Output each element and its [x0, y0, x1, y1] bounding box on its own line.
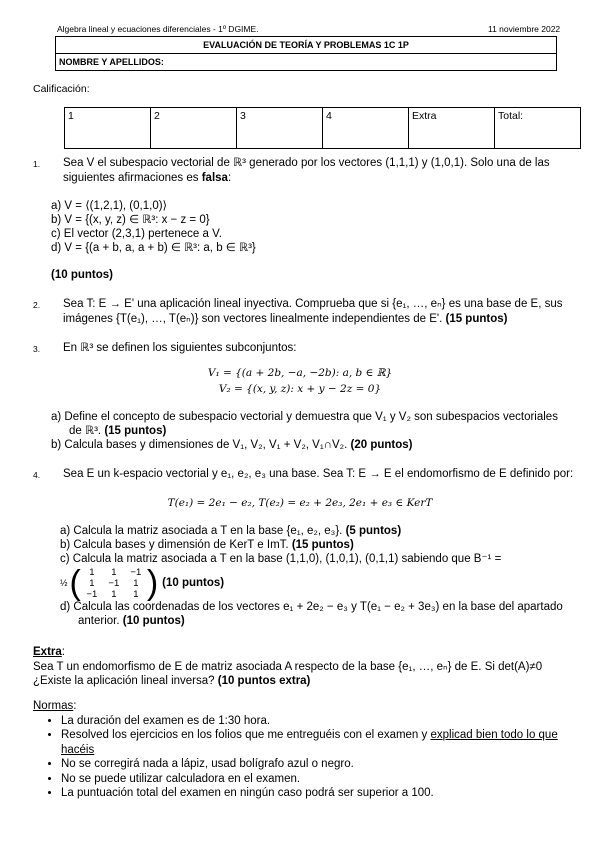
list-item: • La duración del examen es de 1:30 hora. [61, 714, 578, 729]
question-number: 1. [33, 159, 41, 169]
q3-a-text: a) Define el concepto de subespacio vectorial y demuestra que V₁ y V₂ son subespacios vectoriales de ℝ³. [51, 411, 558, 437]
q4-d [60, 600, 570, 628]
question-number: 2. [33, 300, 41, 310]
q3-b-text: b) Calcula bases y dimensiones de V₁, V₂, V₁ + V₂, V₁∩V₂. [51, 439, 351, 451]
matrix-entry: 1 [89, 577, 95, 589]
matrix-entry: −1 [130, 566, 142, 578]
exam-title: EVALUACIÓN DE TEORÍA Y PROBLEMAS 1C 1P [203, 40, 409, 50]
matrix-entry: 1 [111, 566, 117, 578]
q4-d-points: (10 puntos) [122, 615, 185, 627]
matrix-entry: −1 [86, 588, 98, 600]
extra-points: (10 puntos extra) [217, 675, 311, 687]
question-number: 4. [33, 470, 41, 480]
list-item: • No se corregirá nada a lápiz, usad bolígrafo azul o negro. [61, 757, 578, 772]
grade-cell: 2 [151, 108, 237, 149]
exam-date: 11 noviembre 2022 [488, 24, 561, 34]
list-item: • No se puede utilizar calculadora en el examen. [61, 772, 578, 787]
q4-c-matrix [81, 567, 147, 600]
question-3 [33, 341, 578, 356]
q4-parts [60, 524, 570, 566]
grade-cell: Total: [495, 108, 581, 149]
q3-intro: En ℝ³ se definen los siguientes subconjuntos: [63, 342, 297, 354]
grade-table [64, 107, 581, 149]
q1-option-b: b) V = {(x, y, z) ∈ ℝ³: x − z = 0} [51, 214, 210, 226]
q3-b-points: (20 puntos) [350, 439, 413, 451]
q2-points: (15 puntos) [445, 313, 508, 325]
list-item: • La puntuación total del examen en ningún caso podrá ser superior a 100. [61, 786, 578, 801]
grade-label: Calificación: [33, 83, 90, 95]
q1-option-a: a) V = ⟨(1,2,1), (0,1,0)⟩ [51, 200, 168, 212]
q3-v1: V₁ = {(a + 2b, −a, −2b): a, b ∈ ℝ} [207, 367, 393, 379]
q4-c-points: (10 puntos) [162, 577, 225, 589]
matrix-entry: 1 [133, 588, 139, 600]
course-label: Algebra lineal y ecuaciones diferenciales - 1º DGIME. [57, 24, 259, 34]
normas-title: Normas [33, 700, 74, 712]
q1-option-c: c) El vector (2,3,1) pertenece a V. [51, 228, 222, 240]
q3-v2: V₂ = {(x, y, z): x + y − 2z = 0} [218, 383, 382, 395]
list-item [61, 728, 578, 757]
exam-title-box [55, 36, 557, 54]
q1-options [51, 199, 256, 255]
q3-a-points: (15 puntos) [104, 425, 167, 437]
matrix-entry: 1 [89, 566, 95, 578]
grade-cell: 4 [323, 108, 409, 149]
q3-parts [51, 410, 571, 452]
q4-a-points: (5 puntos) [345, 525, 402, 537]
question-number: 3. [33, 344, 41, 354]
left-paren-icon: ( [69, 564, 81, 602]
normas-item-2-underlined: explicad bien todo lo que hacéis [61, 729, 558, 756]
normas-section: Normas: • La duración del examen es de 1:30 hora. • Resolved los ejercicios en los folios que me entreguéis con el examen y explicad bien todo lo que hacéis • No se corregirá nada a lápiz, usad bolígrafo azul o negro. • No se puede utilizar calculadora en el examen. • La puntuación total del examen en ningún caso podrá ser superior a 100. [33, 699, 578, 801]
q1-option-d: d) V = {(a + b, a, a + b) ∈ ℝ³: a, b ∈ ℝ³} [51, 242, 256, 254]
q4-b-points: (15 puntos) [291, 539, 354, 551]
extra-section: Extra: Sea T un endomorfismo de E de matriz asociada A respecto de la base {e₁, …, eₙ} de E. Si det(A)≠0 ¿Existe la aplicación lineal inversa? (10 puntos extra) [33, 646, 543, 687]
q4-intro: Sea E un k-espacio vectorial y e₁, e₂, e₃ una base. Sea T: E → E el endomorfismo de E definido por: [63, 468, 574, 480]
q4-equation: T(e₁) = 2e₁ − e₂, T(e₂) = e₂ + 2e₃, 2e₁ + e₃ ∈ KerT [167, 497, 433, 509]
q4-c-fraction: ½ [60, 578, 68, 588]
right-paren-icon: ) [146, 564, 159, 602]
grade-cell: 1 [65, 108, 151, 149]
q4-c-matrix-row [60, 566, 224, 600]
question-1 [33, 156, 578, 186]
q1-points: (10 puntos) [51, 269, 113, 281]
matrix-entry: 1 [133, 577, 139, 589]
q4-d-text: d) Calcula las coordenadas de los vectores e₁ + 2e₂ − e₃ y T(e₁ − e₂ + 3e₃) en la base del apartado anterior. [60, 601, 563, 627]
extra-title: Extra [33, 646, 62, 658]
q4-a-text: a) Calcula la matriz asociada a T en la base {e₁, e₂, e₃}. [60, 525, 346, 537]
name-box [55, 53, 557, 71]
q1-colon: : [227, 172, 232, 184]
q1-text: Sea V el subespacio vectorial de ℝ³ generado por los vectores (1,1,1) y (1,0,1). Solo una de las siguientes afirmaciones es [63, 157, 550, 184]
q2-text: Sea T: E → E' una aplicación lineal inyectiva. Comprueba que si {e₁, …, eₙ} es una base de E, sus imágenes {T(e₁), …, T(eₙ)} son vectores linealmente independientes de E'. [63, 298, 563, 325]
grade-cell: Extra [409, 108, 495, 149]
q1-falsa: falsa [201, 172, 228, 184]
q4-c-text: c) Calcula la matriz asociada a T en la base (1,1,0), (1,0,1), (0,1,1) sabiendo que B⁻¹ = [60, 553, 502, 565]
normas-item-2-text: Resolved los ejercicios en los folios que me entreguéis con el examen y [61, 729, 431, 741]
normas-list [33, 714, 578, 801]
name-label: NOMBRE Y APELLIDOS: [59, 57, 164, 67]
extra-text: Sea T un endomorfismo de E de matriz asociada A respecto de la base {e₁, …, eₙ} de E. Si det(A)≠0 ¿Existe la aplicación lineal inversa? [33, 660, 543, 687]
matrix-entry: −1 [108, 577, 120, 589]
matrix-entry: 1 [111, 588, 117, 600]
grade-cell: 3 [237, 108, 323, 149]
question-4 [33, 467, 578, 482]
question-2 [33, 297, 578, 327]
q4-b-text: b) Calcula bases y dimensión de KerT e ImT. [60, 539, 292, 551]
